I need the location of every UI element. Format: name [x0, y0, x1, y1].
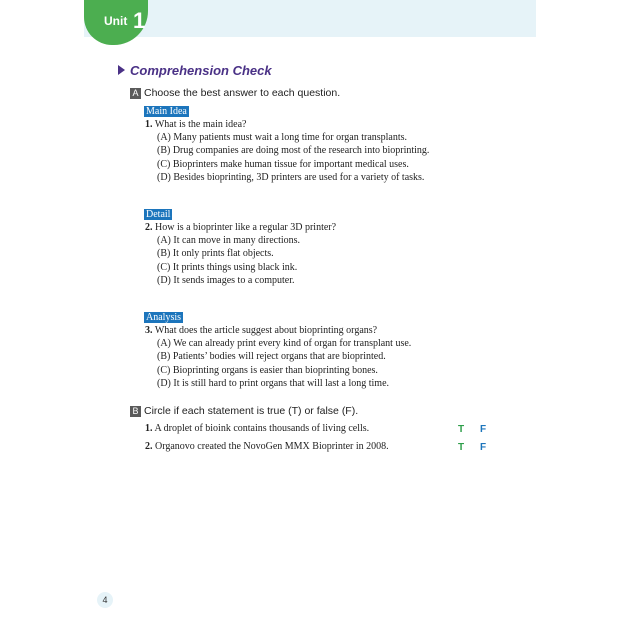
section-title — [118, 63, 272, 78]
question-number: 2. — [145, 222, 153, 233]
page-number: 4 — [97, 592, 113, 608]
part-b-instruction — [130, 405, 358, 417]
part-b-instruction-text: Circle if each statement is true (T) or false (F). — [144, 405, 359, 417]
part-b-letter: B — [130, 406, 141, 417]
question-text: What is the main idea? — [154, 119, 247, 130]
section-title-text: Comprehension Check — [130, 63, 272, 78]
statement-text: A droplet of bioink contains thousands of living cells. — [154, 423, 370, 434]
triangle-bullet-icon — [118, 65, 125, 75]
answer-option[interactable]: (A) It can move in many directions. — [157, 235, 301, 246]
question-1 — [145, 119, 246, 130]
false-option[interactable]: F — [480, 424, 487, 435]
answer-option[interactable]: (B) Patients’ bodies will reject organs that are bioprinted. — [157, 351, 386, 362]
question-tag-analysis: Analysis — [146, 312, 181, 323]
question-text: How is a bioprinter like a regular 3D printer? — [155, 222, 337, 233]
part-a-letter: A — [130, 88, 141, 99]
answer-option[interactable]: (D) Besides bioprinting, 3D printers are used for a variety of tasks. — [157, 172, 425, 183]
answer-option[interactable]: (A) Many patients must wait a long time for organ transplants. — [157, 132, 408, 143]
statement-number: 1. — [145, 423, 153, 434]
question-3 — [145, 325, 377, 336]
question-text: What does the article suggest about bioprinting organs? — [154, 325, 378, 336]
question-2 — [145, 222, 336, 233]
statement-text: Organovo created the NovoGen MMX Bioprinter in 2008. — [155, 441, 389, 452]
header-band — [84, 0, 536, 37]
true-option[interactable]: T — [458, 424, 465, 435]
statement-2 — [145, 441, 389, 452]
answer-option[interactable]: (C) Bioprinting organs is easier than bioprinting bones. — [157, 365, 378, 376]
part-a-instruction-text: Choose the best answer to each question. — [144, 87, 341, 99]
question-tag-detail: Detail — [146, 209, 171, 220]
answer-option[interactable]: (B) Drug companies are doing most of the research into bioprinting. — [157, 145, 430, 156]
question-tag-main-idea: Main Idea — [146, 106, 187, 117]
answer-option[interactable]: (B) It only prints flat objects. — [157, 248, 274, 259]
answer-option[interactable]: (C) Bioprinters make human tissue for important medical uses. — [157, 159, 409, 170]
question-number: 3. — [145, 325, 153, 336]
answer-option[interactable]: (D) It is still hard to print organs that will last a long time. — [157, 378, 390, 389]
part-a-instruction — [130, 87, 340, 99]
answer-option[interactable]: (C) It prints things using black ink. — [157, 262, 298, 273]
unit-label: Unit — [104, 14, 128, 28]
unit-number: 1 — [133, 8, 146, 33]
true-option[interactable]: T — [458, 442, 465, 453]
statement-1 — [145, 423, 369, 434]
question-number: 1. — [145, 119, 153, 130]
answer-option[interactable]: (D) It sends images to a computer. — [157, 275, 295, 286]
false-option[interactable]: F — [480, 442, 487, 453]
statement-number: 2. — [145, 441, 153, 452]
answer-option[interactable]: (A) We can already print every kind of organ for transplant use. — [157, 338, 412, 349]
